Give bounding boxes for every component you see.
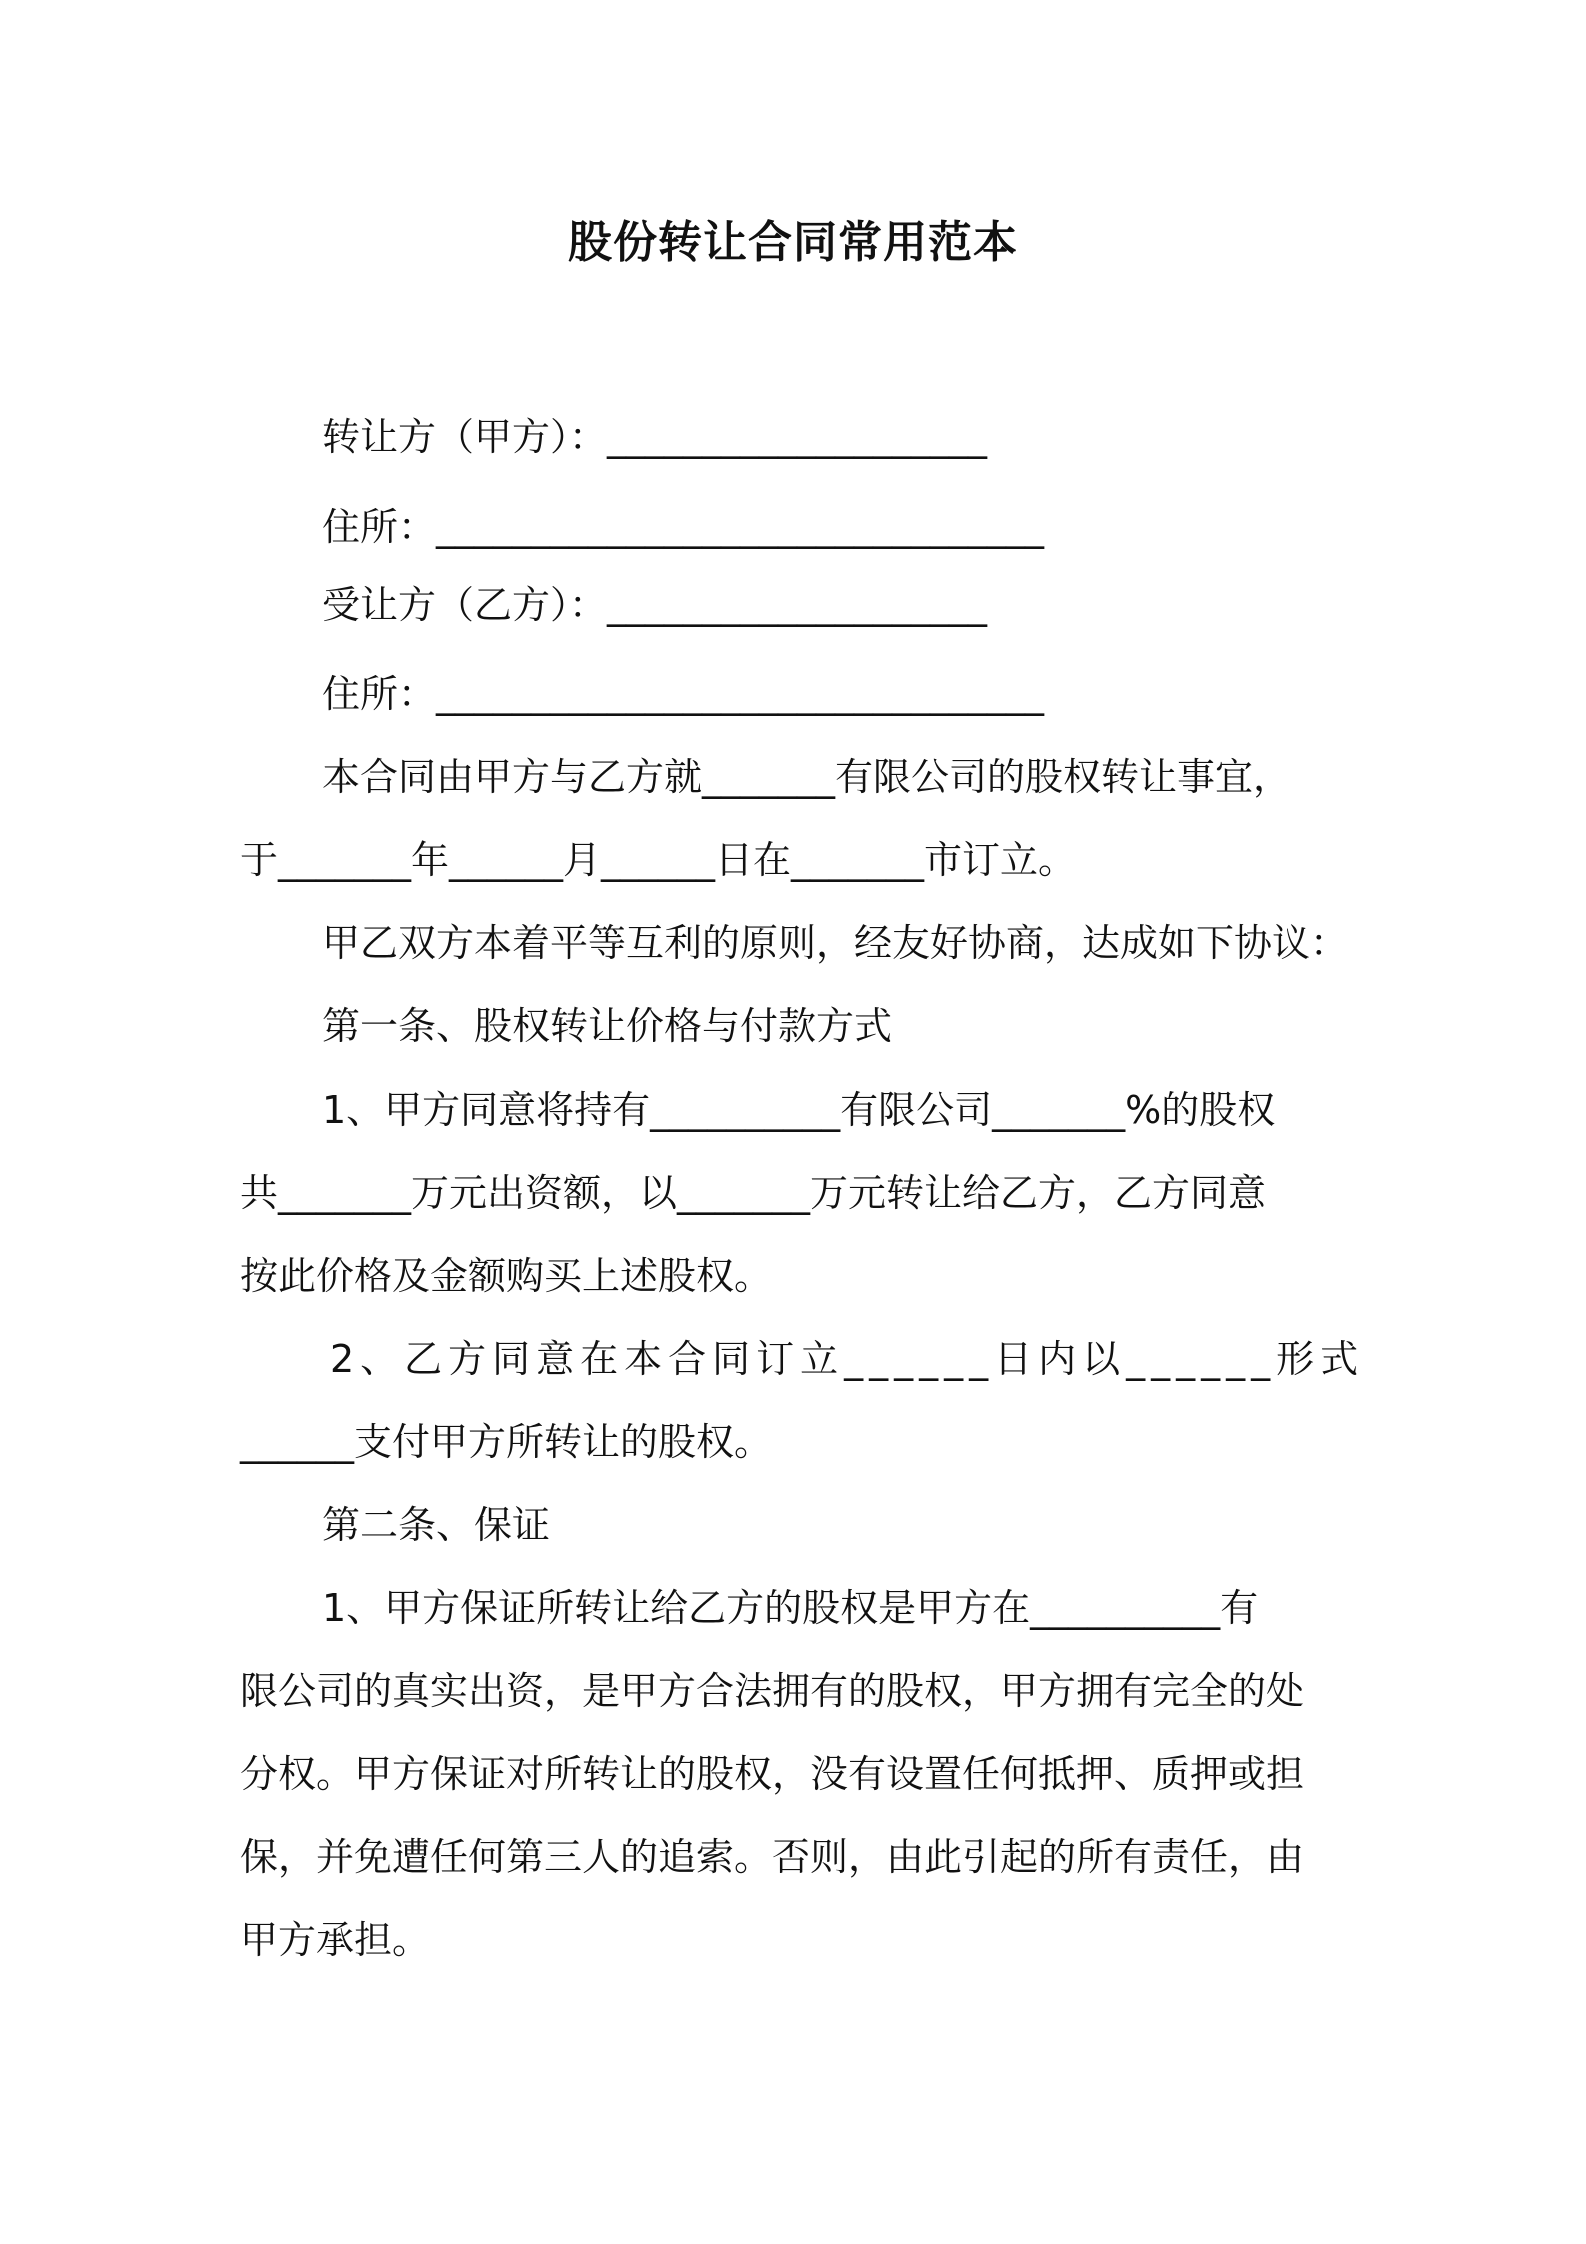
paragraph-line: 限公司的真实出资，是甲方合法拥有的股权，甲方拥有完全的处 <box>240 1669 1305 1713</box>
transferee-address-line: 住所：________________________________ <box>322 672 1045 716</box>
transferor-address-line: 住所：________________________________ <box>322 505 1045 549</box>
paragraph-line: 1、甲方保证所转让给乙方的股权是甲方在__________有 <box>322 1586 1259 1630</box>
transferor-line: 转让方（甲方）：____________________ <box>322 415 988 459</box>
paragraph-line: 甲方承担。 <box>240 1918 431 1962</box>
paragraph-line: 本合同由甲方与乙方就_______有限公司的股权转让事宜， <box>322 755 1292 799</box>
paragraph-line: 甲乙双方本着平等互利的原则，经友好协商，达成如下协议： <box>322 921 1349 965</box>
paragraph-line: 2、乙方同意在本合同订立______日内以______形式 <box>330 1337 1365 1381</box>
paragraph-line: 共_______万元出资额，以_______万元转让给乙方，乙方同意 <box>240 1171 1267 1215</box>
paragraph-line: 保，并免遭任何第三人的追索。否则，由此引起的所有责任，由 <box>240 1835 1305 1879</box>
paragraph-line: 1、甲方同意将持有__________有限公司_______%的股权 <box>322 1088 1276 1132</box>
document-title: 股份转让合同常用范本 <box>568 217 1018 268</box>
paragraph-line: ______支付甲方所转让的股权。 <box>240 1420 773 1464</box>
paragraph-line: 于_______年______月______日在_______市订立。 <box>240 838 1077 882</box>
article-heading: 第二条、保证 <box>322 1503 551 1547</box>
paragraph-line: 分权。甲方保证对所转让的股权，没有设置任何抵押、质押或担 <box>240 1752 1305 1796</box>
transferee-line: 受让方（乙方）：____________________ <box>322 583 988 627</box>
article-heading: 第一条、股权转让价格与付款方式 <box>322 1004 893 1048</box>
paragraph-line: 按此价格及金额购买上述股权。 <box>240 1254 773 1298</box>
